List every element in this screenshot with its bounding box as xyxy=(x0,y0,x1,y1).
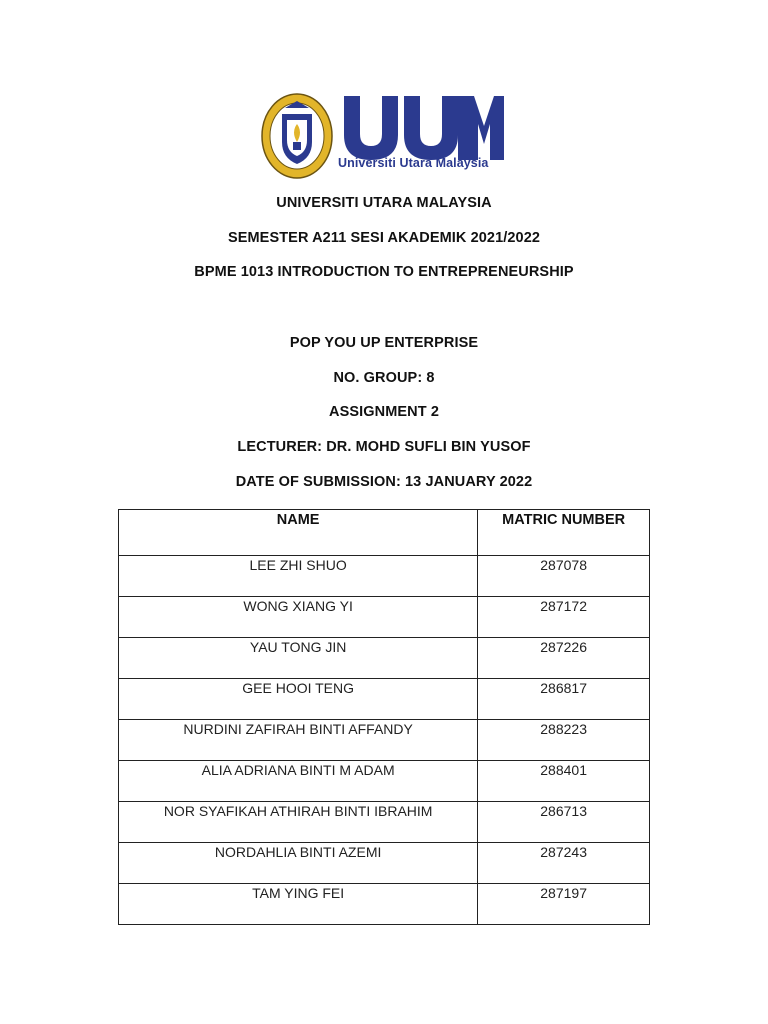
member-name: NOR SYAFIKAH ATHIRAH BINTI IBRAHIM xyxy=(119,802,478,843)
member-matric: 288223 xyxy=(478,720,650,761)
member-matric: 286713 xyxy=(478,802,650,843)
table-row xyxy=(119,638,650,679)
member-name: WONG XIANG YI xyxy=(119,597,478,638)
table-row xyxy=(119,843,650,884)
member-matric: 286817 xyxy=(478,679,650,720)
table-row xyxy=(119,720,650,761)
matric-column-header: MATRIC NUMBER xyxy=(478,510,650,556)
member-matric: 287172 xyxy=(478,597,650,638)
group-number: NO. GROUP: 8 xyxy=(333,370,435,386)
members-table xyxy=(118,509,650,925)
table-row xyxy=(119,556,650,597)
university-name: UNIVERSITI UTARA MALAYSIA xyxy=(276,195,492,211)
member-matric: 287078 xyxy=(478,556,650,597)
table-row xyxy=(119,802,650,843)
member-name: NORDAHLIA BINTI AZEMI xyxy=(119,843,478,884)
member-matric: 287226 xyxy=(478,638,650,679)
university-seal-icon xyxy=(260,92,334,180)
member-name: TAM YING FEI xyxy=(119,884,478,925)
member-name: GEE HOOI TENG xyxy=(119,679,478,720)
enterprise-name: POP YOU UP ENTERPRISE xyxy=(289,335,479,351)
submission-date: DATE OF SUBMISSION: 13 JANUARY 2022 xyxy=(235,474,533,490)
member-name: YAU TONG JIN xyxy=(119,638,478,679)
uum-logo xyxy=(258,90,508,182)
member-name: LEE ZHI SHUO xyxy=(119,556,478,597)
table-row xyxy=(119,761,650,802)
semester-line: SEMESTER A211 SESI AKADEMIK 2021/2022 xyxy=(227,230,541,246)
member-name: NURDINI ZAFIRAH BINTI AFFANDY xyxy=(119,720,478,761)
table-row xyxy=(119,884,650,925)
table-header-row xyxy=(119,510,650,556)
member-matric: 288401 xyxy=(478,761,650,802)
course-title: BPME 1013 INTRODUCTION TO ENTREPRENEURSHIP xyxy=(194,264,574,280)
member-matric: 287243 xyxy=(478,843,650,884)
lecturer-line: LECTURER: DR. MOHD SUFLI BIN YUSOF xyxy=(237,439,531,455)
logo-subtitle: Universiti Utara Malaysia xyxy=(338,156,489,170)
name-column-header: NAME xyxy=(119,510,478,556)
member-matric: 287197 xyxy=(478,884,650,925)
assignment-title: ASSIGNMENT 2 xyxy=(329,404,439,420)
table-row xyxy=(119,679,650,720)
table-row xyxy=(119,597,650,638)
member-name: ALIA ADRIANA BINTI M ADAM xyxy=(119,761,478,802)
